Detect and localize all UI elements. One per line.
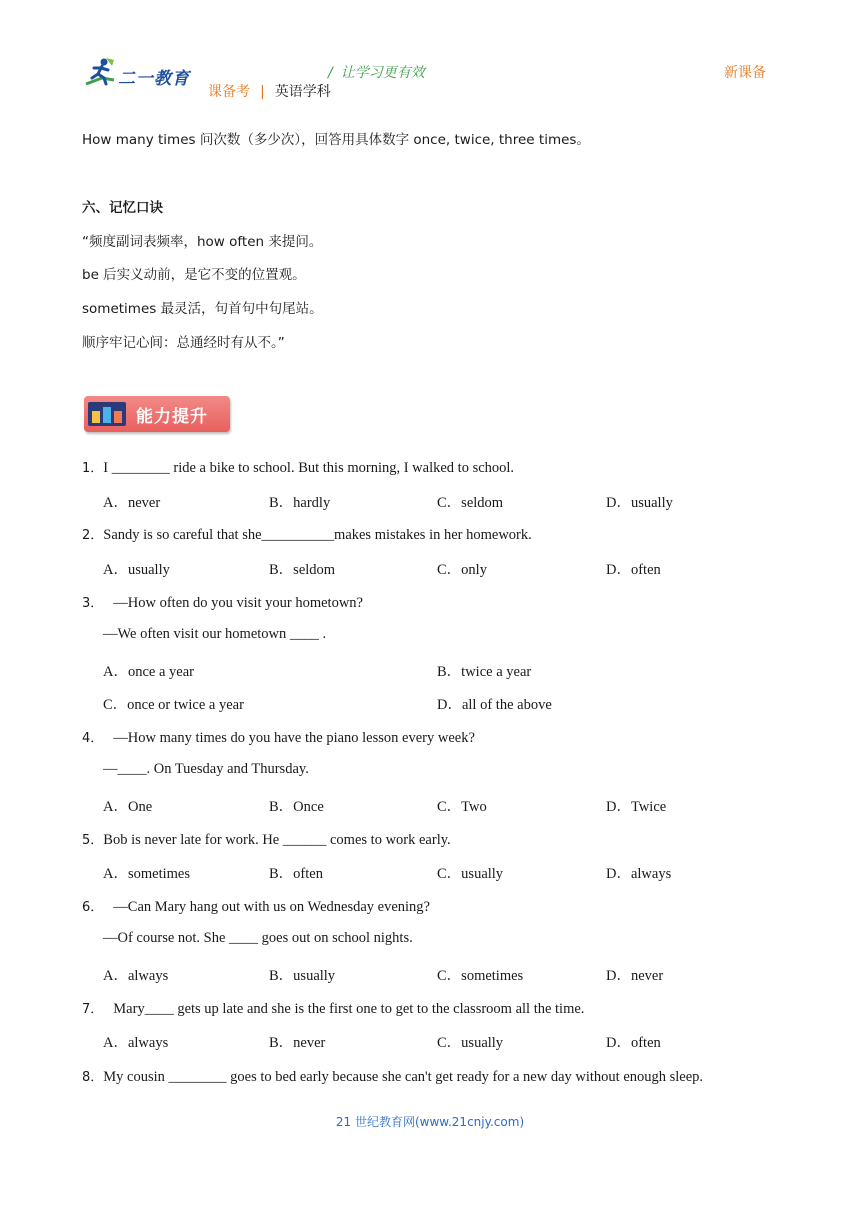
question-text: —Can Mary hang out with us on Wednesday evening? [113, 899, 430, 915]
question-number: 2． [82, 528, 104, 543]
logo-text: 二一教育 [118, 69, 190, 88]
question-number: 3． [82, 596, 104, 611]
question-text: —How often do you visit your hometown? [113, 595, 363, 611]
option-a: A．sometimes [103, 866, 190, 882]
question-number: 4． [82, 731, 104, 746]
intro-line: How many times 问次数（多少次），回答用具体数字 once, twice, three times。 [82, 132, 590, 148]
option-a: A．always [103, 1035, 169, 1051]
subject-label [208, 81, 331, 101]
question-3 [82, 592, 363, 612]
footer-site-link[interactable]: 21 世纪教育网(www.21cnjy.com) [335, 1115, 525, 1129]
question-6 [82, 896, 430, 916]
mnemonic-line: “频度副词表频率，how often 来提问。 [82, 234, 323, 250]
question-text: I ________ ride a bike to school. But this morning, I walked to school. [103, 460, 515, 476]
option-c: C．Two [437, 799, 487, 815]
option-b: B．hardly [269, 495, 331, 511]
question-4-answer-line: —____. On Tuesday and Thursday. [103, 761, 309, 777]
option-d: D．Twice [606, 799, 667, 815]
option-d: D．always [606, 866, 672, 882]
option-b: B．twice a year [437, 664, 532, 680]
question-text: —How many times do you have the piano lesson every week? [113, 730, 475, 746]
subject-separator: | [260, 84, 265, 100]
option-c: C．usually [437, 1035, 504, 1051]
option-b: B．seldom [269, 562, 336, 578]
subject-label-b: 英语学科 [274, 84, 331, 100]
header-slogan [328, 62, 425, 82]
option-a: A．One [103, 799, 153, 815]
mnemonic-line: be 后实义动前，是它不变的位置观。 [82, 267, 306, 283]
option-d: D．often [606, 1035, 661, 1051]
site-logo [84, 56, 190, 90]
mnemonic-line: 顺序牢记心间：总通经时有从不。” [82, 335, 285, 351]
option-a: A．always [103, 968, 169, 984]
option-d: D．often [606, 562, 661, 578]
question-4 [82, 727, 475, 747]
option-d: D．usually [606, 495, 673, 511]
blocks-icon [88, 402, 126, 426]
option-b: B．often [269, 866, 323, 882]
option-b: B．Once [269, 799, 324, 815]
banner-label: 能力提升 [136, 407, 208, 427]
subject-label-a: 课备考 [208, 84, 250, 100]
question-2 [82, 524, 532, 544]
ability-banner [84, 396, 230, 432]
question-1 [82, 457, 514, 477]
option-c: C．only [437, 562, 487, 578]
option-b: B．never [269, 1035, 326, 1051]
option-d: D．all of the above [437, 697, 552, 713]
option-a: A．usually [103, 562, 170, 578]
question-text: Bob is never late for work. He ______ comes to work early. [103, 832, 451, 848]
question-number: 6． [82, 900, 104, 915]
runner-logo-icon [84, 56, 118, 90]
option-c: C．once or twice a year [103, 697, 244, 713]
header-right-label: 新课备 [724, 65, 766, 81]
mnemonic-line: sometimes 最灵活，句首句中句尾站。 [82, 301, 323, 317]
question-number: 8． [82, 1070, 104, 1085]
question-3-answer-line: —We often visit our hometown ____ . [103, 626, 327, 642]
option-c: C．seldom [437, 495, 504, 511]
question-text: Sandy is so careful that she__________makes mistakes in her homework. [103, 527, 532, 543]
question-text: My cousin ________ goes to bed early because she can't get ready for a new day without enough sleep. [103, 1069, 704, 1085]
slash-divider-icon: / [328, 65, 333, 81]
option-a: A．never [103, 495, 161, 511]
question-number: 5． [82, 833, 104, 848]
slogan-text: 让学习更有效 [340, 65, 425, 81]
question-text: Mary____ gets up late and she is the first one to get to the classroom all the time. [113, 1001, 585, 1017]
question-8 [82, 1066, 703, 1086]
option-d: D．never [606, 968, 664, 984]
option-b: B．usually [269, 968, 336, 984]
option-c: C．usually [437, 866, 504, 882]
question-number: 7． [82, 1002, 104, 1017]
section-title-mnemonic: 六、记忆口诀 [82, 200, 163, 216]
question-5 [82, 829, 451, 849]
option-c: C．sometimes [437, 968, 524, 984]
option-a: A．once a year [103, 664, 194, 680]
question-number: 1． [82, 461, 104, 476]
question-6-answer-line: —Of course not. She ____ goes out on school nights. [103, 930, 413, 946]
question-7 [82, 998, 584, 1018]
